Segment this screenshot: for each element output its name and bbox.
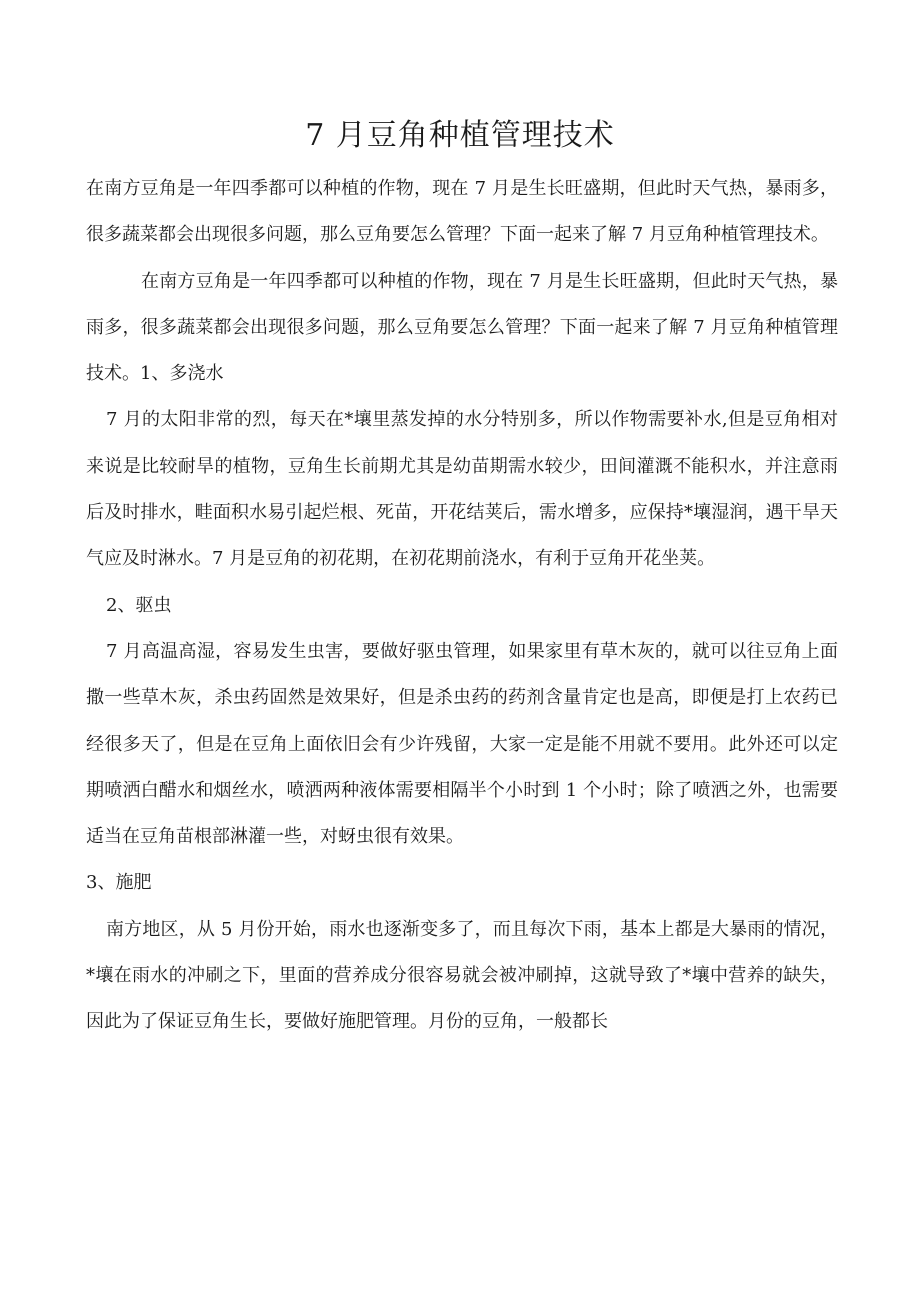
section-heading-fertilize: 3、施肥 xyxy=(86,872,152,894)
paragraph-intro: 在南方豆角是一年四季都可以种植的作物，现在 7 月是生长旺盛期，但此时天气热，暴雨多，很多蔬菜都会出现很多问题，那么豆角要怎么管理？下面一起来了解 7 月豆角种植管理技术。 xyxy=(86,178,838,246)
paragraph-fertilize: 南方地区，从 5 月份开始，雨水也逐渐变多了，而且每次下雨，基本上都是大暴雨的情况，*壤在雨水的冲刷之下，里面的营养成分很容易就会被冲刷掉，这就导致了*壤中营养的缺失，因此为了保证豆角生长，要做好施肥管理。月份的豆角，一般都长 xyxy=(86,918,838,1033)
paragraph-intro-repeat: 在南方豆角是一年四季都可以种植的作物，现在 7 月是生长旺盛期，但此时天气热，暴雨多，很多蔬菜都会出现很多问题，那么豆角要怎么管理？下面一起来了解 7 月豆角种植管理技术。1、多浇水 xyxy=(86,270,838,385)
section-heading-insects: 2、驱虫 xyxy=(106,594,172,616)
document-body xyxy=(86,166,838,1046)
document-title: 7 月豆角种植管理技术 xyxy=(305,118,615,153)
paragraph-watering: 7 月的太阳非常的烈，每天在*壤里蒸发掉的水分特别多，所以作物需要补水,但是豆角相对来说是比较耐旱的植物，豆角生长前期尤其是幼苗期需水较少，田间灌溉不能积水，并注意雨后及时排水，畦面积水易引起烂根、死苗，开花结荚后，需水增多，应保持*壤湿润，遇干旱天气应及时淋水。7 月是豆角的初花期，在初花期前浇水，有利于豆角开花坐荚。 xyxy=(86,409,838,570)
paragraph-insects: 7 月高温高湿，容易发生虫害，要做好驱虫管理，如果家里有草木灰的，就可以往豆角上面撒一些草木灰，杀虫药固然是效果好，但是杀虫药的药剂含量肯定也是高，即便是打上农药已经很多天了，但是在豆角上面依旧会有少许残留，大家一定是能不用就不要用。此外还可以定期喷洒白醋水和烟丝水，喷洒两种液体需要相隔半个小时到 1 个小时；除了喷洒之外，也需要适当在豆角苗根部淋灌一些，对蚜虫很有效果。 xyxy=(86,640,838,848)
